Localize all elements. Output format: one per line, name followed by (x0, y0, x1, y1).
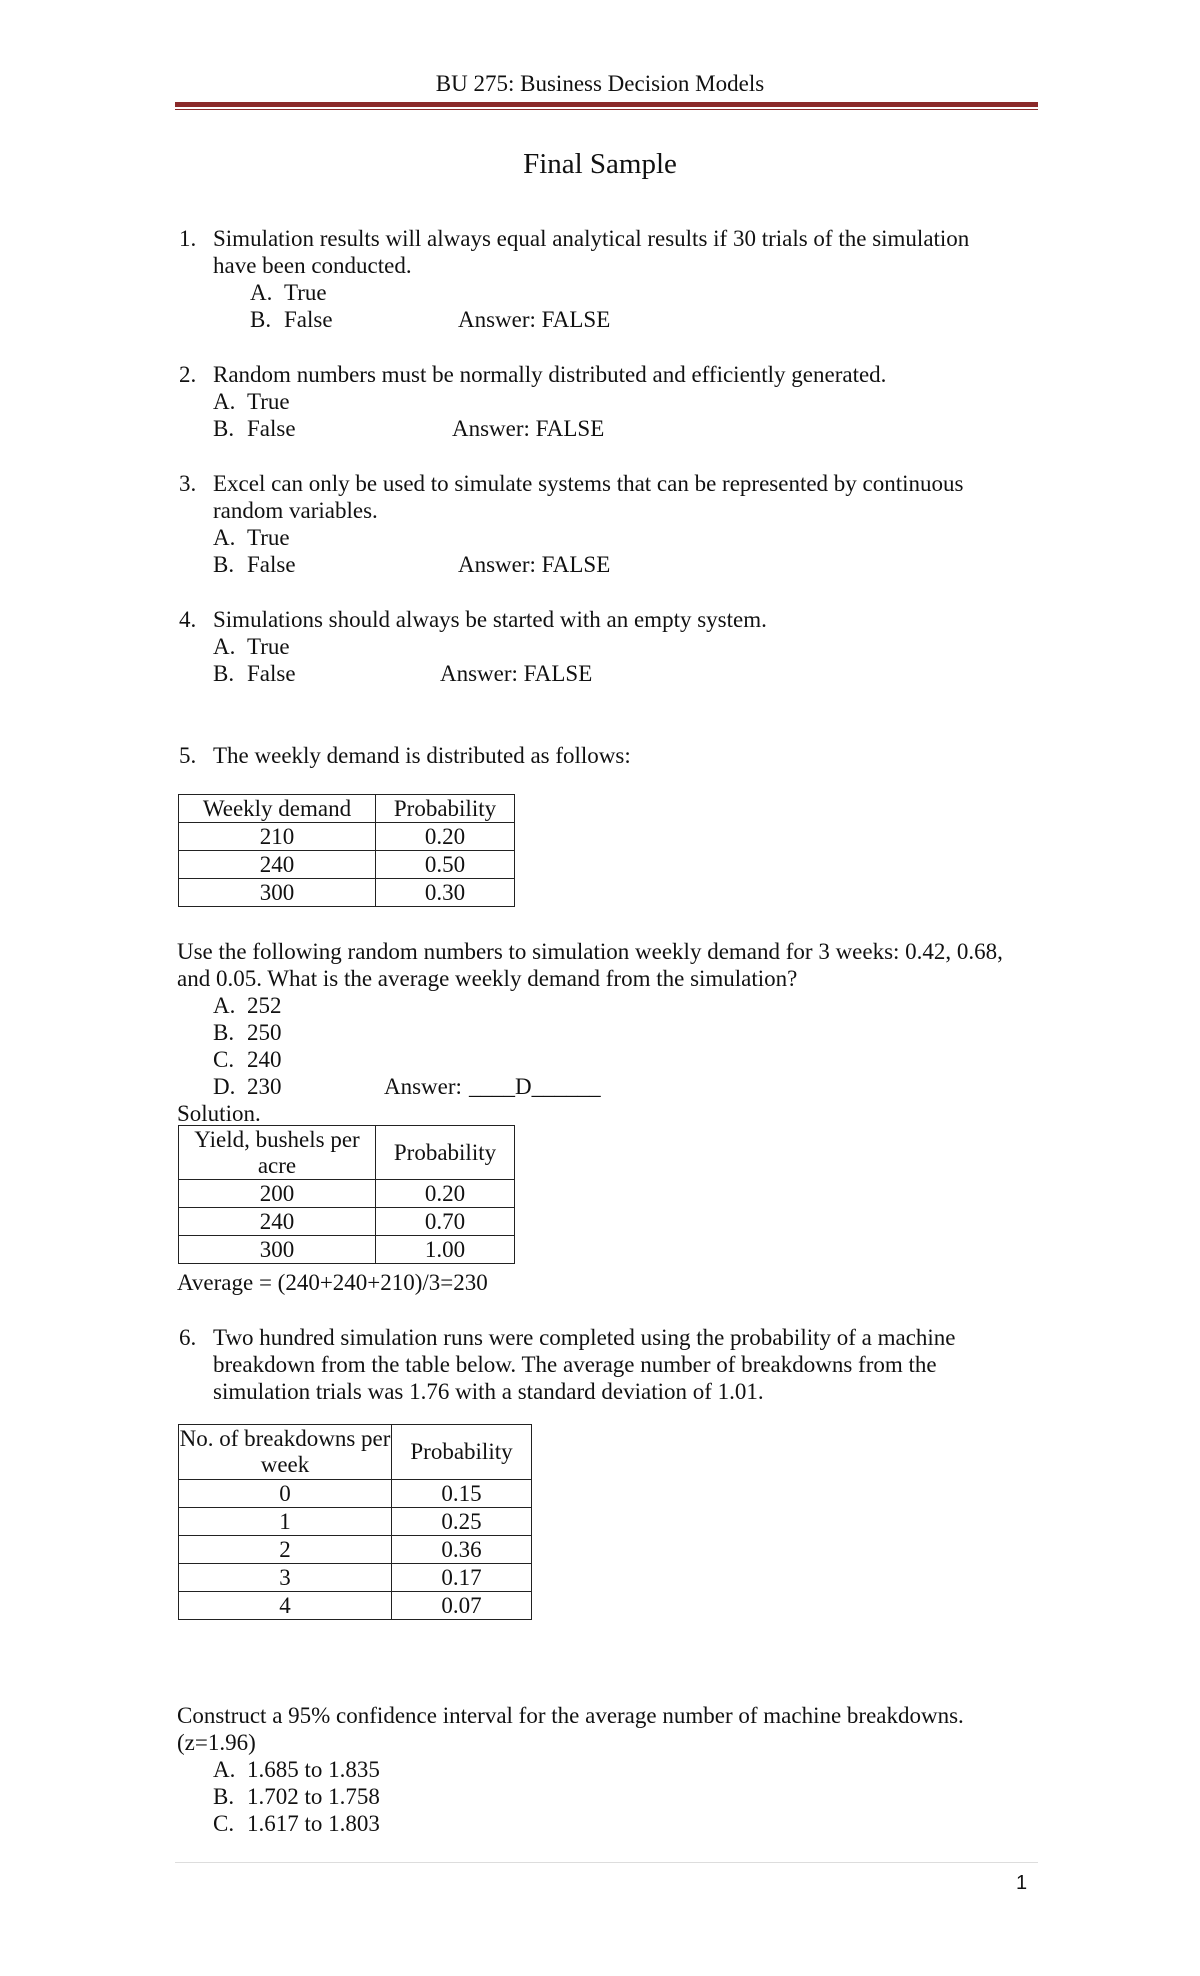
table-header: Probability (376, 795, 515, 823)
question-number: 6. (179, 1325, 197, 1350)
table-row (179, 1208, 515, 1236)
table-cell: 240 (179, 851, 376, 879)
option-text: 1.617 to 1.803 (247, 1811, 380, 1836)
table-cell: 0 (179, 1480, 392, 1508)
table-cell: 2 (179, 1536, 392, 1564)
table-cell: 0.30 (376, 879, 515, 907)
option-letter: A. (250, 280, 273, 305)
question-text: The weekly demand is distributed as follows: (213, 743, 631, 768)
option-letter: A. (213, 993, 236, 1018)
question-text: (z=1.96) (177, 1730, 256, 1755)
option-text: True (247, 389, 290, 414)
option-text: False (284, 307, 333, 332)
header-rule (175, 102, 1038, 107)
table-row (179, 1180, 515, 1208)
option-letter: B. (213, 1784, 235, 1809)
table-cell: 0.70 (376, 1208, 515, 1236)
table-cell: 0.20 (376, 823, 515, 851)
footer-rule (175, 1862, 1038, 1863)
option-text: False (247, 416, 296, 441)
table-cell: 0.25 (392, 1508, 532, 1536)
option-text: 252 (247, 993, 282, 1018)
question-text: Use the following random numbers to simulation weekly demand for 3 weeks: 0.42, 0.68, (177, 939, 1003, 964)
table-cell: 0.20 (376, 1180, 515, 1208)
table-cell: 0.36 (392, 1536, 532, 1564)
table-cell: 1 (179, 1508, 392, 1536)
question-text: Construct a 95% confidence interval for the average number of machine breakdowns. (177, 1703, 964, 1728)
answer-text: Answer: FALSE (458, 552, 611, 577)
question-text: have been conducted. (213, 253, 412, 278)
table-header: No. of breakdowns per week (179, 1425, 392, 1480)
option-text: 1.685 to 1.835 (247, 1757, 380, 1782)
option-letter: B. (213, 416, 235, 441)
solution-label: Solution. (177, 1101, 261, 1126)
table-header: Yield, bushels per acre (179, 1126, 376, 1180)
question-text: and 0.05. What is the average weekly demand from the simulation? (177, 966, 798, 991)
option-text: True (247, 525, 290, 550)
table-header: Probability (376, 1126, 515, 1180)
answer-text: Answer: FALSE (452, 416, 605, 441)
question-text: breakdown from the table below. The average number of breakdowns from the (213, 1352, 937, 1377)
option-letter: B. (213, 1020, 235, 1045)
table-row (179, 1592, 532, 1620)
answer-text: Answer: FALSE (458, 307, 611, 332)
question-number: 2. (179, 362, 197, 387)
question-text: Random numbers must be normally distributed and efficiently generated. (213, 362, 887, 387)
question-number: 1. (179, 226, 197, 251)
demand-table (178, 794, 515, 907)
table-cell: 0.07 (392, 1592, 532, 1620)
option-text: True (284, 280, 327, 305)
table-cell: 210 (179, 823, 376, 851)
table-row (179, 879, 515, 907)
table-row (179, 1564, 532, 1592)
table-cell: 0.50 (376, 851, 515, 879)
breakdown-table (178, 1424, 532, 1620)
option-text: 230 (247, 1074, 282, 1099)
question-text: Simulation results will always equal analytical results if 30 trials of the simulation (213, 226, 970, 251)
table-cell: 300 (179, 879, 376, 907)
question-number: 4. (179, 607, 197, 632)
table-cell: 4 (179, 1592, 392, 1620)
table-row (179, 1480, 532, 1508)
option-text: 1.702 to 1.758 (247, 1784, 380, 1809)
page-number: 1 (1016, 1872, 1028, 1894)
option-letter: B. (213, 552, 235, 577)
table-cell: 300 (179, 1236, 376, 1264)
table-cell: 0.15 (392, 1480, 532, 1508)
option-letter: C. (213, 1811, 235, 1836)
option-text: False (247, 552, 296, 577)
question-text: Simulations should always be started with an empty system. (213, 607, 767, 632)
option-letter: B. (250, 307, 272, 332)
answer-blank: ____D______ (469, 1074, 601, 1099)
option-letter: C. (213, 1047, 235, 1072)
option-letter: A. (213, 389, 236, 414)
option-text: True (247, 634, 290, 659)
option-letter: B. (213, 661, 235, 686)
answer-label: Answer: (384, 1074, 462, 1099)
table-cell: 240 (179, 1208, 376, 1236)
option-letter: A. (213, 634, 236, 659)
table-row (179, 1508, 532, 1536)
header-rule-thin (175, 109, 1038, 110)
solution-table (178, 1125, 515, 1264)
table-cell: 0.17 (392, 1564, 532, 1592)
table-cell: 1.00 (376, 1236, 515, 1264)
table-cell: 3 (179, 1564, 392, 1592)
page-title: Final Sample (523, 148, 677, 180)
option-letter: A. (213, 525, 236, 550)
question-text: simulation trials was 1.76 with a standard deviation of 1.01. (213, 1379, 764, 1404)
table-cell: 200 (179, 1180, 376, 1208)
option-text: False (247, 661, 296, 686)
option-text: 240 (247, 1047, 282, 1072)
table-row (179, 1536, 532, 1564)
table-row (179, 823, 515, 851)
question-number: 5. (179, 743, 197, 768)
option-letter: D. (213, 1074, 236, 1099)
question-text: Excel can only be used to simulate systems that can be represented by continuous (213, 471, 964, 496)
table-row (179, 851, 515, 879)
question-number: 3. (179, 471, 197, 496)
table-header: Probability (392, 1425, 532, 1480)
solution-average: Average = (240+240+210)/3=230 (177, 1270, 488, 1295)
option-letter: A. (213, 1757, 236, 1782)
question-text: random variables. (213, 498, 378, 523)
running-header: BU 275: Business Decision Models (435, 71, 765, 96)
table-row (179, 1236, 515, 1264)
answer-text: Answer: FALSE (440, 661, 593, 686)
question-text: Two hundred simulation runs were completed using the probability of a machine (213, 1325, 956, 1350)
table-header: Weekly demand (179, 795, 376, 823)
option-text: 250 (247, 1020, 282, 1045)
